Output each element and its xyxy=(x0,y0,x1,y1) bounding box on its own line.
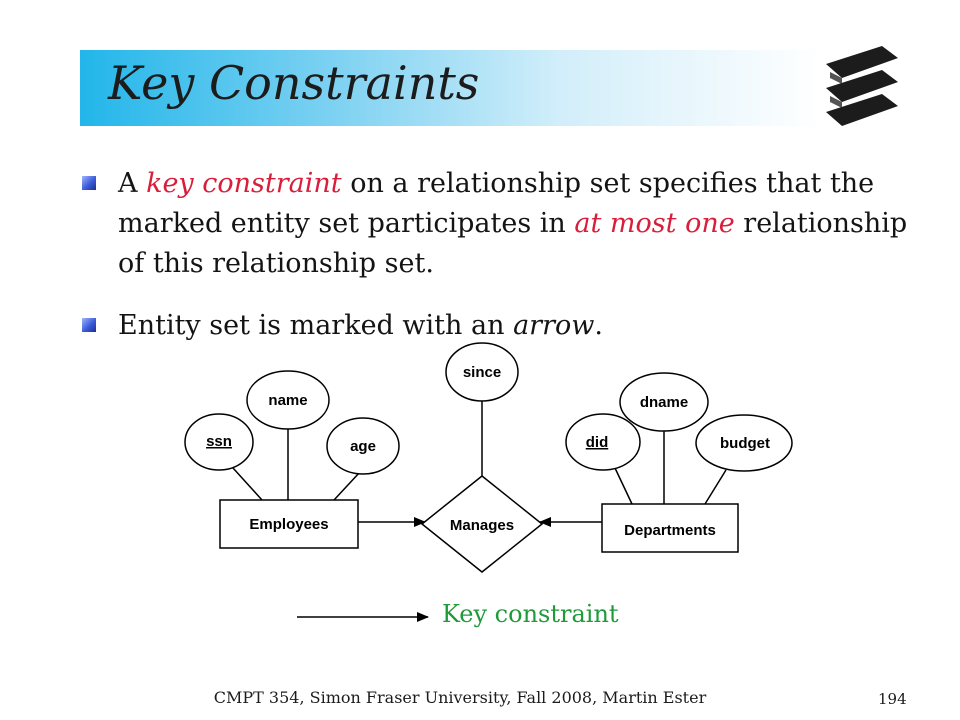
departments-label: Departments xyxy=(624,522,716,539)
slide-title: Key Constraints xyxy=(108,56,480,110)
age-link xyxy=(334,472,360,500)
term-key-constraint: key constraint xyxy=(146,168,342,199)
bullet-2-text-b: . xyxy=(594,310,603,341)
employees-label: Employees xyxy=(249,516,329,533)
age-label: age xyxy=(350,438,376,455)
did-label: did xyxy=(585,434,609,451)
since-label: since xyxy=(462,364,502,381)
manages-label: Manages xyxy=(449,517,515,534)
budget-label: budget xyxy=(720,435,770,452)
bullet-1-text-b: on a relationship set specifies that the marked entity set participates in xyxy=(118,168,875,239)
term-arrow: arrow xyxy=(513,310,595,341)
term-at-most-one: at most one xyxy=(574,208,735,239)
bullet-1-text-a: A xyxy=(118,168,147,199)
did-link xyxy=(615,468,632,504)
bullet-1-text-c: relationship of this relationship set. xyxy=(118,208,908,279)
dname-label: dname xyxy=(639,394,689,411)
name-label: name xyxy=(268,392,308,409)
bullet-2-text-a: Entity set is marked with an xyxy=(118,310,514,341)
page-number: 194 xyxy=(878,690,907,708)
ssn-link xyxy=(233,468,262,500)
ssn-label: ssn xyxy=(206,433,232,450)
footer-text: CMPT 354, Simon Fraser University, Fall 2008, Martin Ester xyxy=(213,688,707,707)
legend-key-constraint-label: Key constraint xyxy=(442,600,619,628)
budget-link xyxy=(705,470,726,504)
